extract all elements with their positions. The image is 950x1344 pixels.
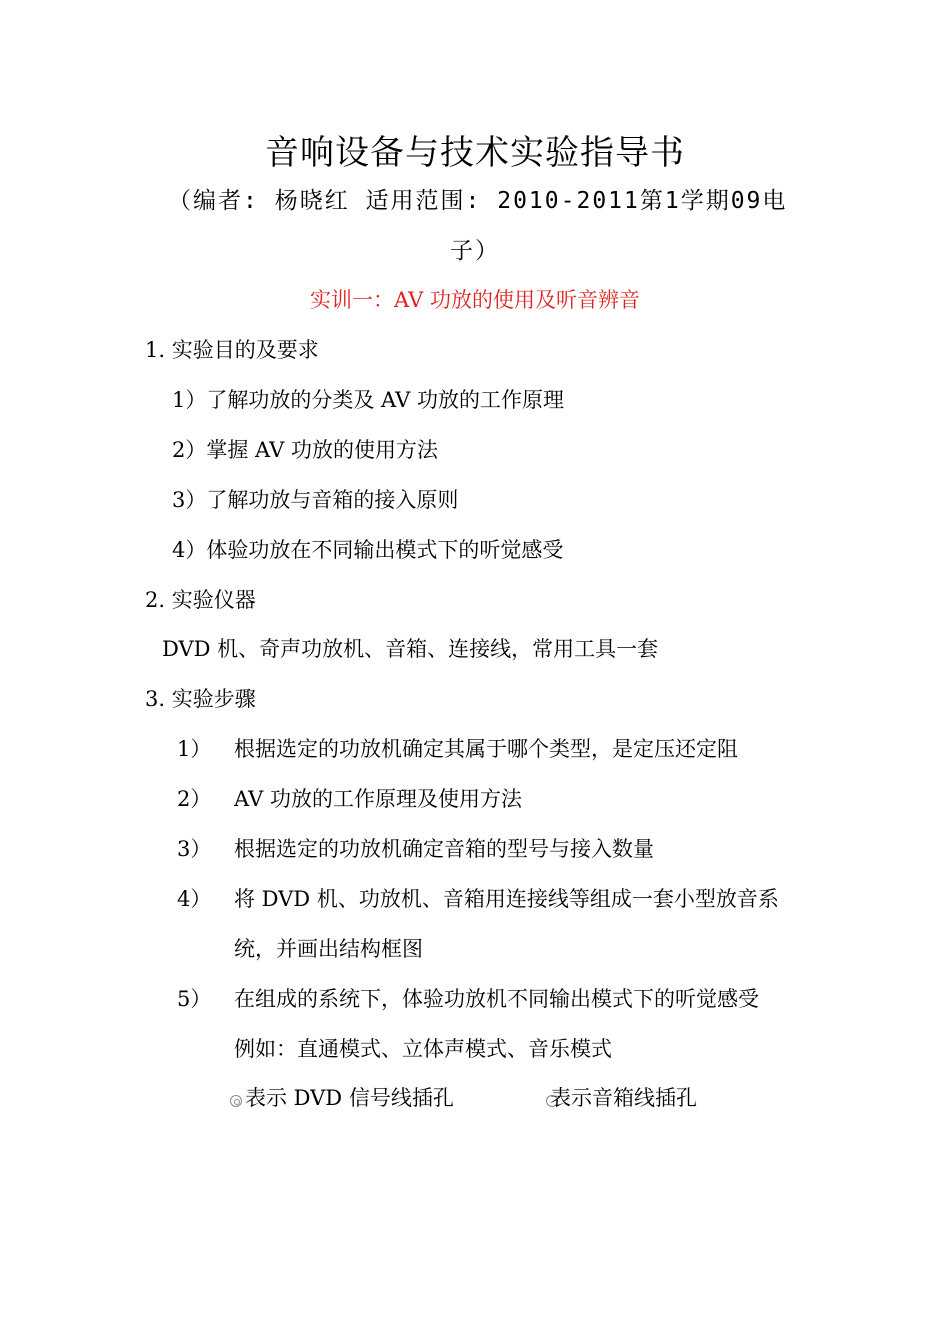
section-1-item: 4）体验功放在不同输出模式下的听觉感受 — [172, 538, 564, 562]
document-title: 音响设备与技术实验指导书 — [265, 133, 685, 173]
section-2-equipment: DVD 机、奇声功放机、音箱、连接线，常用工具一套 — [162, 637, 659, 661]
step-text: 将 DVD 机、功放机、音箱用连接线等组成一套小型放音系 — [234, 887, 779, 911]
section-1-item: 3）了解功放与音箱的接入原则 — [172, 488, 459, 512]
step-number: 3） — [177, 837, 212, 861]
speaker-jack-legend: 表示音箱线插孔 — [550, 1086, 697, 1110]
section-1-heading: 1. 实验目的及要求 — [145, 338, 319, 362]
section-1-item: 1）了解功放的分类及 AV 功放的工作原理 — [172, 388, 564, 412]
section-3-heading: 3. 实验步骤 — [145, 687, 256, 711]
document-meta-line-1: （编者: 杨晓红 适用范围: 2010-2011第1学期09电 — [168, 188, 788, 214]
step-text: 在组成的系统下，体验功放机不同输出模式下的听觉感受 — [234, 987, 759, 1011]
dvd-jack-legend: 表示 DVD 信号线插孔 — [245, 1086, 454, 1110]
step-text-continued: 例如：直通模式、立体声模式、音乐模式 — [234, 1037, 612, 1061]
step-number: 5） — [177, 987, 212, 1011]
step-number: 4） — [177, 887, 212, 911]
document-meta-line-2: 子） — [450, 238, 500, 264]
step-text: AV 功放的工作原理及使用方法 — [234, 787, 522, 811]
step-number: 1） — [177, 737, 212, 761]
step-text: 根据选定的功放机确定其属于哪个类型，是定压还定阻 — [234, 737, 738, 761]
step-number: 2） — [177, 787, 212, 811]
step-text-continued: 统，并画出结构框图 — [234, 937, 423, 961]
step-text: 根据选定的功放机确定音箱的型号与接入数量 — [234, 837, 654, 861]
section-2-heading: 2. 实验仪器 — [145, 588, 256, 612]
section-1-item: 2）掌握 AV 功放的使用方法 — [172, 438, 438, 462]
lab-subtitle: 实训一：AV 功放的使用及听音辨音 — [310, 288, 640, 312]
dvd-jack-icon — [230, 1095, 242, 1107]
